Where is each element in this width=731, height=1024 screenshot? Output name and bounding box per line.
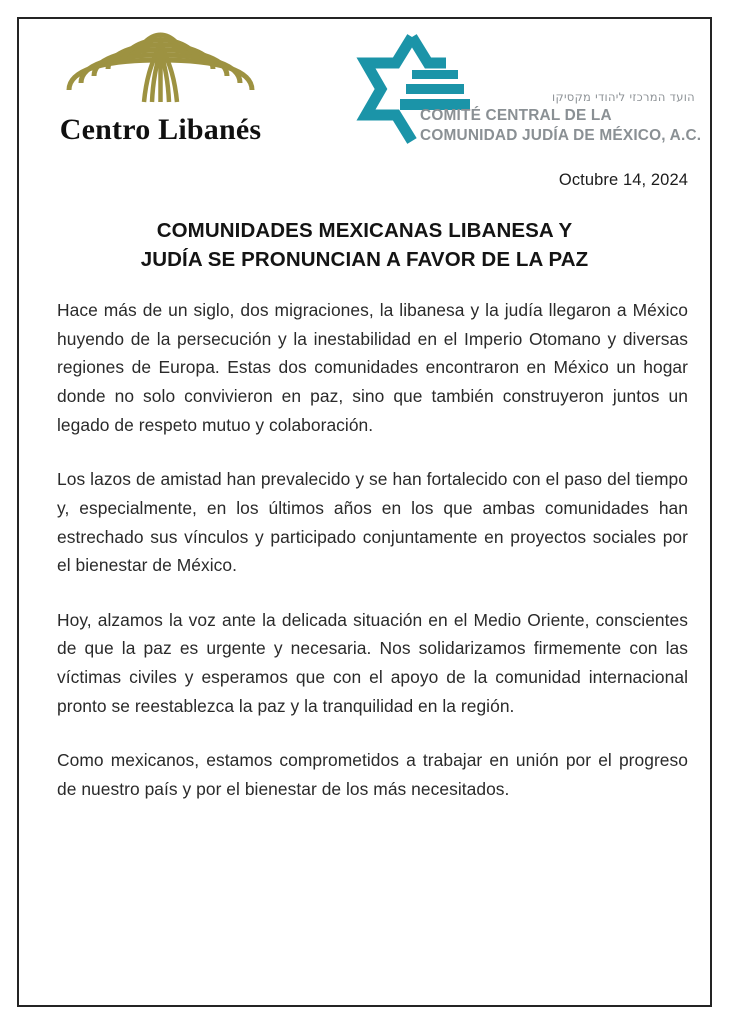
document-body <box>19 274 710 803</box>
cedar-tree-logo-icon <box>51 30 270 108</box>
lebanese-logo-name: Centro Libanés <box>59 113 262 146</box>
body-paragraph: Los lazos de amistad han prevalecido y se han fortalecido con el paso del tiempo y, especialmente, en los últimos años en los que ambas comunidades han estrechado sus vínculos y participado conjuntamente en proyectos sociales por el bienestar de México. <box>57 469 688 576</box>
document-date: Octubre 14, 2024 <box>558 171 688 189</box>
jewish-logo-text <box>420 90 702 145</box>
lebanese-logo-block <box>51 30 270 146</box>
logo-header-row <box>19 19 710 171</box>
jewish-logo-hebrew-name: הועד המרכזי ליהודי מקסיקו <box>552 90 695 104</box>
jewish-logo-name-line-1: COMITÉ CENTRAL DE LA <box>420 107 612 124</box>
body-paragraph: Hace más de un siglo, dos migraciones, la libanesa y la judía llegaron a México huyendo de la persecución y la inestabilidad en el Imperio Otomano y diversas regiones de Europa. Estas dos comunidades encontraron en México un hogar donde no solo convivieron en paz, sino que también construyeron juntos un legado de respeto mutuo y colaboración. <box>57 300 688 435</box>
body-paragraph: Hoy, alzamos la voz ante la delicada situación en el Medio Oriente, conscientes de que la paz es urgente y necesaria. Nos solidarizamos firmemente con las víctimas civiles y esperamos que con el apoyo de la comunidad internacional pronto se reestablezca la paz y la tranquilidad en la región. <box>57 609 688 716</box>
jewish-logo-block <box>350 32 702 157</box>
document-content <box>19 19 710 1005</box>
page-title <box>19 216 710 274</box>
jewish-logo-name-line-2: COMUNIDAD JUDÍA DE MÉXICO, A.C. <box>420 126 702 144</box>
page-title-line-2: JUDÍA SE PRONUNCIAN A FAVOR DE LA PAZ <box>140 248 589 272</box>
page-title-line-1: COMUNIDADES MEXICANAS LIBANESA Y <box>156 219 573 242</box>
body-paragraph: Como mexicanos, estamos comprometidos a trabajar en unión por el progreso de nuestro país y por el bienestar de los más necesitados. <box>57 750 688 799</box>
